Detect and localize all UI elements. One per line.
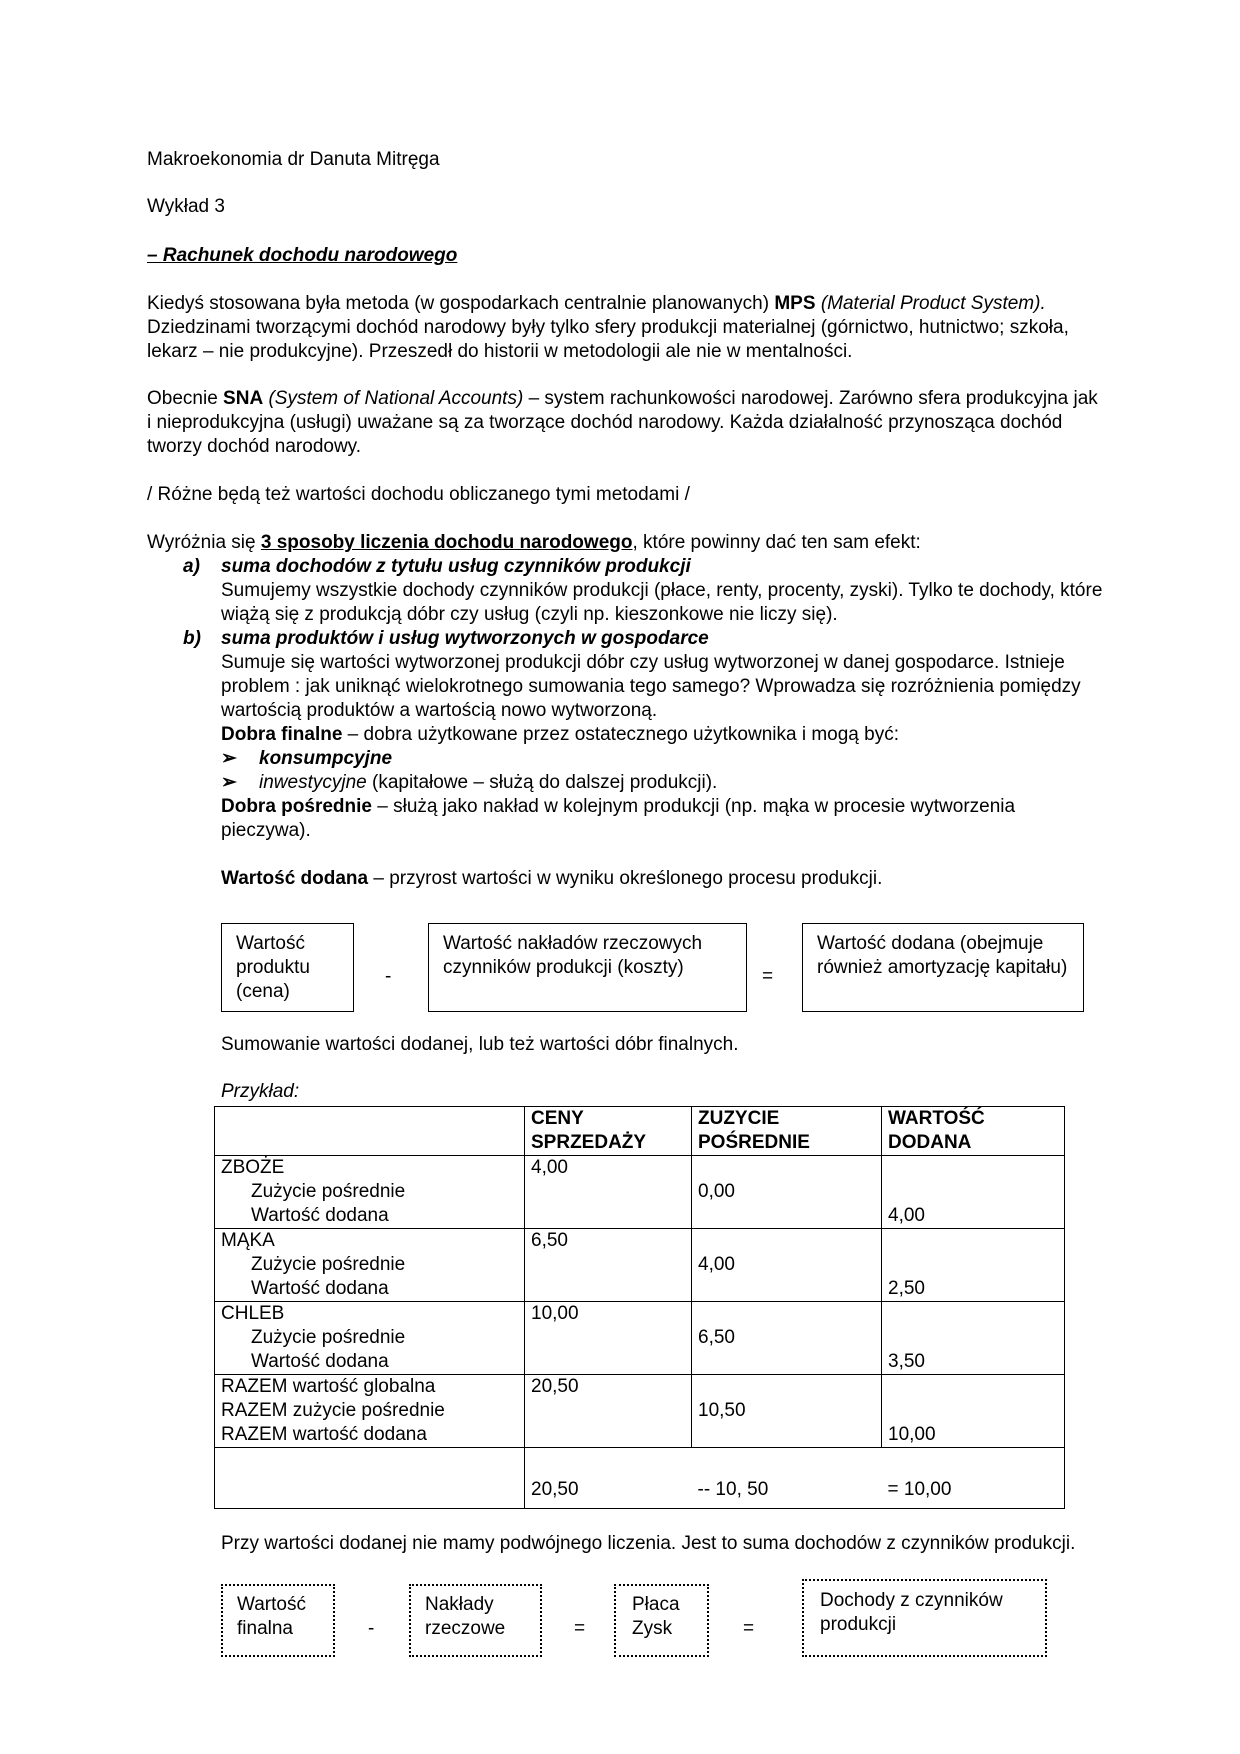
table-header-row <box>215 1107 1065 1156</box>
method-a-text: Sumujemy wszystkie dochody czynników produkcji (płace, renty, procenty, zyski). Tylko te dochody, które wiążą się z produkcją dóbr czy usług (czyli np. kieszonkowe nie liczy się). <box>221 580 1103 625</box>
added-cell: 2,50 <box>882 1229 1065 1302</box>
empty-cell <box>215 1448 525 1509</box>
text: konsumpcyjne <box>259 748 393 769</box>
intermediate-cell: 4,00 <box>692 1229 882 1302</box>
added-cell: 10,00 <box>882 1375 1065 1448</box>
value-added-def <box>221 867 1101 891</box>
text: Dziedzinami tworzącymi dochód narodowy były tylko sfery produkcji materialnej (górnictwo, hutnictwo; szkoła, lekarz – nie produkcyjne). Przeszedł do historii w metodologii ale nie w mentalności. <box>147 317 1069 362</box>
intermediate-cell: 0,00 <box>692 1156 882 1229</box>
text: – dobra użytkowane przez ostatecznego użytkownika i mogą być: <box>342 724 899 745</box>
paragraph-sna <box>147 387 1107 459</box>
lecture-number: Wykład 3 <box>147 196 225 217</box>
term-sna-expansion: (System of National Accounts) <box>268 388 524 409</box>
price-cell: 20,50 <box>525 1375 692 1448</box>
formula-box-material-inputs: Nakłady rzeczowe <box>409 1584 542 1657</box>
equals-sign: = <box>743 1618 755 1639</box>
list-label: b) <box>183 628 201 649</box>
term-sna: SNA <box>223 388 264 409</box>
text: – służą jako nakład w kolejnym produkcji (np. mąka w procesie wytworzenia pieczywa). <box>221 796 1016 841</box>
text: Zużycie pośrednie <box>251 1254 406 1275</box>
formula-box-input-costs: Wartość nakładów rzeczowych czynników produkcji (koszty) <box>428 923 747 1012</box>
text: Zużycie pośrednie <box>251 1181 406 1202</box>
header-cell: ZUZYCIE POŚREDNIE <box>692 1107 882 1156</box>
text: – system rachunkowości narodowej. Zarówno sfera produkcyjna jak i nieprodukcyjna (usługi) uważane są za tworzące dochód narodowy. Każda działalność przynosząca dochód tworzy dochód narodowy. <box>147 388 1098 457</box>
intermediate-cell: 10,50 <box>692 1375 882 1448</box>
method-b <box>183 627 1107 843</box>
table-final-row <box>215 1448 1065 1509</box>
text: Wartość dodana <box>251 1351 389 1372</box>
text: , które powinny dać ten sam efekt: <box>632 532 921 553</box>
equals-sign: = <box>762 966 774 987</box>
text: ZBOŻE <box>221 1157 285 1178</box>
section-title: – Rachunek dochodu narodowego <box>147 245 458 266</box>
example-label: Przykład: <box>221 1081 300 1102</box>
arrow-bullet-icon: ➢ <box>221 772 237 793</box>
text: RAZEM wartość globalna <box>221 1376 436 1397</box>
list-label: a) <box>183 556 200 577</box>
formula-box-wage-profit: Płaca Zysk <box>614 1584 709 1657</box>
text: – przyrost wartości w wyniku określonego procesu produkcji. <box>368 868 883 889</box>
note: / Różne będą też wartości dochodu obliczanego tymi metodami / <box>147 484 690 505</box>
term-mps: MPS <box>774 293 816 314</box>
table-row <box>215 1156 1065 1229</box>
row-label <box>215 1302 525 1375</box>
added-cell: = 10,00 <box>882 1448 1065 1509</box>
text: (kapitałowe – służą do dalszej produkcji). <box>366 772 718 793</box>
price-cell: 6,50 <box>525 1229 692 1302</box>
price-cell: 4,00 <box>525 1156 692 1229</box>
added-cell: 3,50 <box>882 1302 1065 1375</box>
text: inwestycyjne <box>259 772 367 793</box>
arrow-bullet-icon: ➢ <box>221 748 237 769</box>
intermediate-cell: -- 10, 50 <box>692 1448 882 1509</box>
formula-box-factor-income: Dochody z czynników produkcji <box>802 1579 1047 1657</box>
row-label <box>215 1156 525 1229</box>
formula-box-final-value: Wartość finalna <box>221 1584 335 1657</box>
method-b-text: Sumuje się wartości wytworzonej produkcji dóbr czy usług wytworzonej w danej gospodarce. Istnieje problem : jak uniknąć wielokrotnego sumowania tego samego? Wprowadza się rozróżnienia pomiędzy wartością produktów a wartością nowo wytworzoną. <box>221 652 1081 721</box>
header-cell <box>215 1107 525 1156</box>
methods-intro <box>147 531 1107 555</box>
text: Wartość dodana <box>251 1278 389 1299</box>
row-label <box>215 1375 525 1448</box>
added-cell: 4,00 <box>882 1156 1065 1229</box>
text: RAZEM wartość dodana <box>221 1424 427 1445</box>
term: Dobra finalne <box>221 724 343 745</box>
price-cell: 20,50 <box>525 1448 692 1509</box>
minus-sign: - <box>385 966 392 987</box>
intermediate-cell: 6,50 <box>692 1302 882 1375</box>
table-row <box>215 1302 1065 1375</box>
price-cell: 10,00 <box>525 1302 692 1375</box>
text: RAZEM zużycie pośrednie <box>221 1400 445 1421</box>
text: Wartość dodana <box>251 1205 389 1226</box>
method-b-title: suma produktów i usług wytworzonych w gospodarce <box>221 628 709 649</box>
table-row <box>215 1229 1065 1302</box>
table-total-row <box>215 1375 1065 1448</box>
minus-sign: - <box>368 1618 375 1639</box>
paragraph-mps <box>147 292 1107 364</box>
header-cell: WARTOŚĆ DODANA <box>882 1107 1065 1156</box>
methods-section <box>147 531 1107 843</box>
bullet-item <box>221 747 1107 771</box>
term: Wartość dodana <box>221 868 369 889</box>
intermediate-goods-def <box>221 795 1107 843</box>
text: Zużycie pośrednie <box>251 1327 406 1348</box>
method-a <box>183 555 1107 627</box>
text: Wyróżnia się <box>147 532 261 553</box>
equals-sign: = <box>574 1618 586 1639</box>
method-a-title: suma dochodów z tytułu usług czynników produkcji <box>221 556 691 577</box>
text: CHLEB <box>221 1303 285 1324</box>
summing-text: Sumowanie wartości dodanej, lub też wartości dóbr finalnych. <box>221 1034 739 1055</box>
methods-highlight: 3 sposoby liczenia dochodu narodowego <box>260 532 633 553</box>
value-added-table <box>214 1106 1065 1509</box>
course-title: Makroekonomia dr Danuta Mitręga <box>147 149 440 170</box>
formula-box-value-added: Wartość dodana (obejmuje również amortyzację kapitału) <box>802 923 1084 1012</box>
formula-box-product-value: Wartość produktu (cena) <box>221 923 354 1012</box>
conclusion-text: Przy wartości dodanej nie mamy podwójnego liczenia. Jest to suma dochodów z czynników produkcji. <box>221 1533 1076 1554</box>
bullet-item <box>221 771 1107 795</box>
term-mps-expansion: (Material Product System). <box>820 293 1046 314</box>
row-label <box>215 1229 525 1302</box>
term: Dobra pośrednie <box>221 796 372 817</box>
header-cell: CENY SPRZEDAŻY <box>525 1107 692 1156</box>
text: Kiedyś stosowana była metoda (w gospodarkach centralnie planowanych) <box>147 293 775 314</box>
text: Obecnie <box>147 388 224 409</box>
final-goods-def <box>221 723 1107 747</box>
text: MĄKA <box>221 1230 275 1251</box>
